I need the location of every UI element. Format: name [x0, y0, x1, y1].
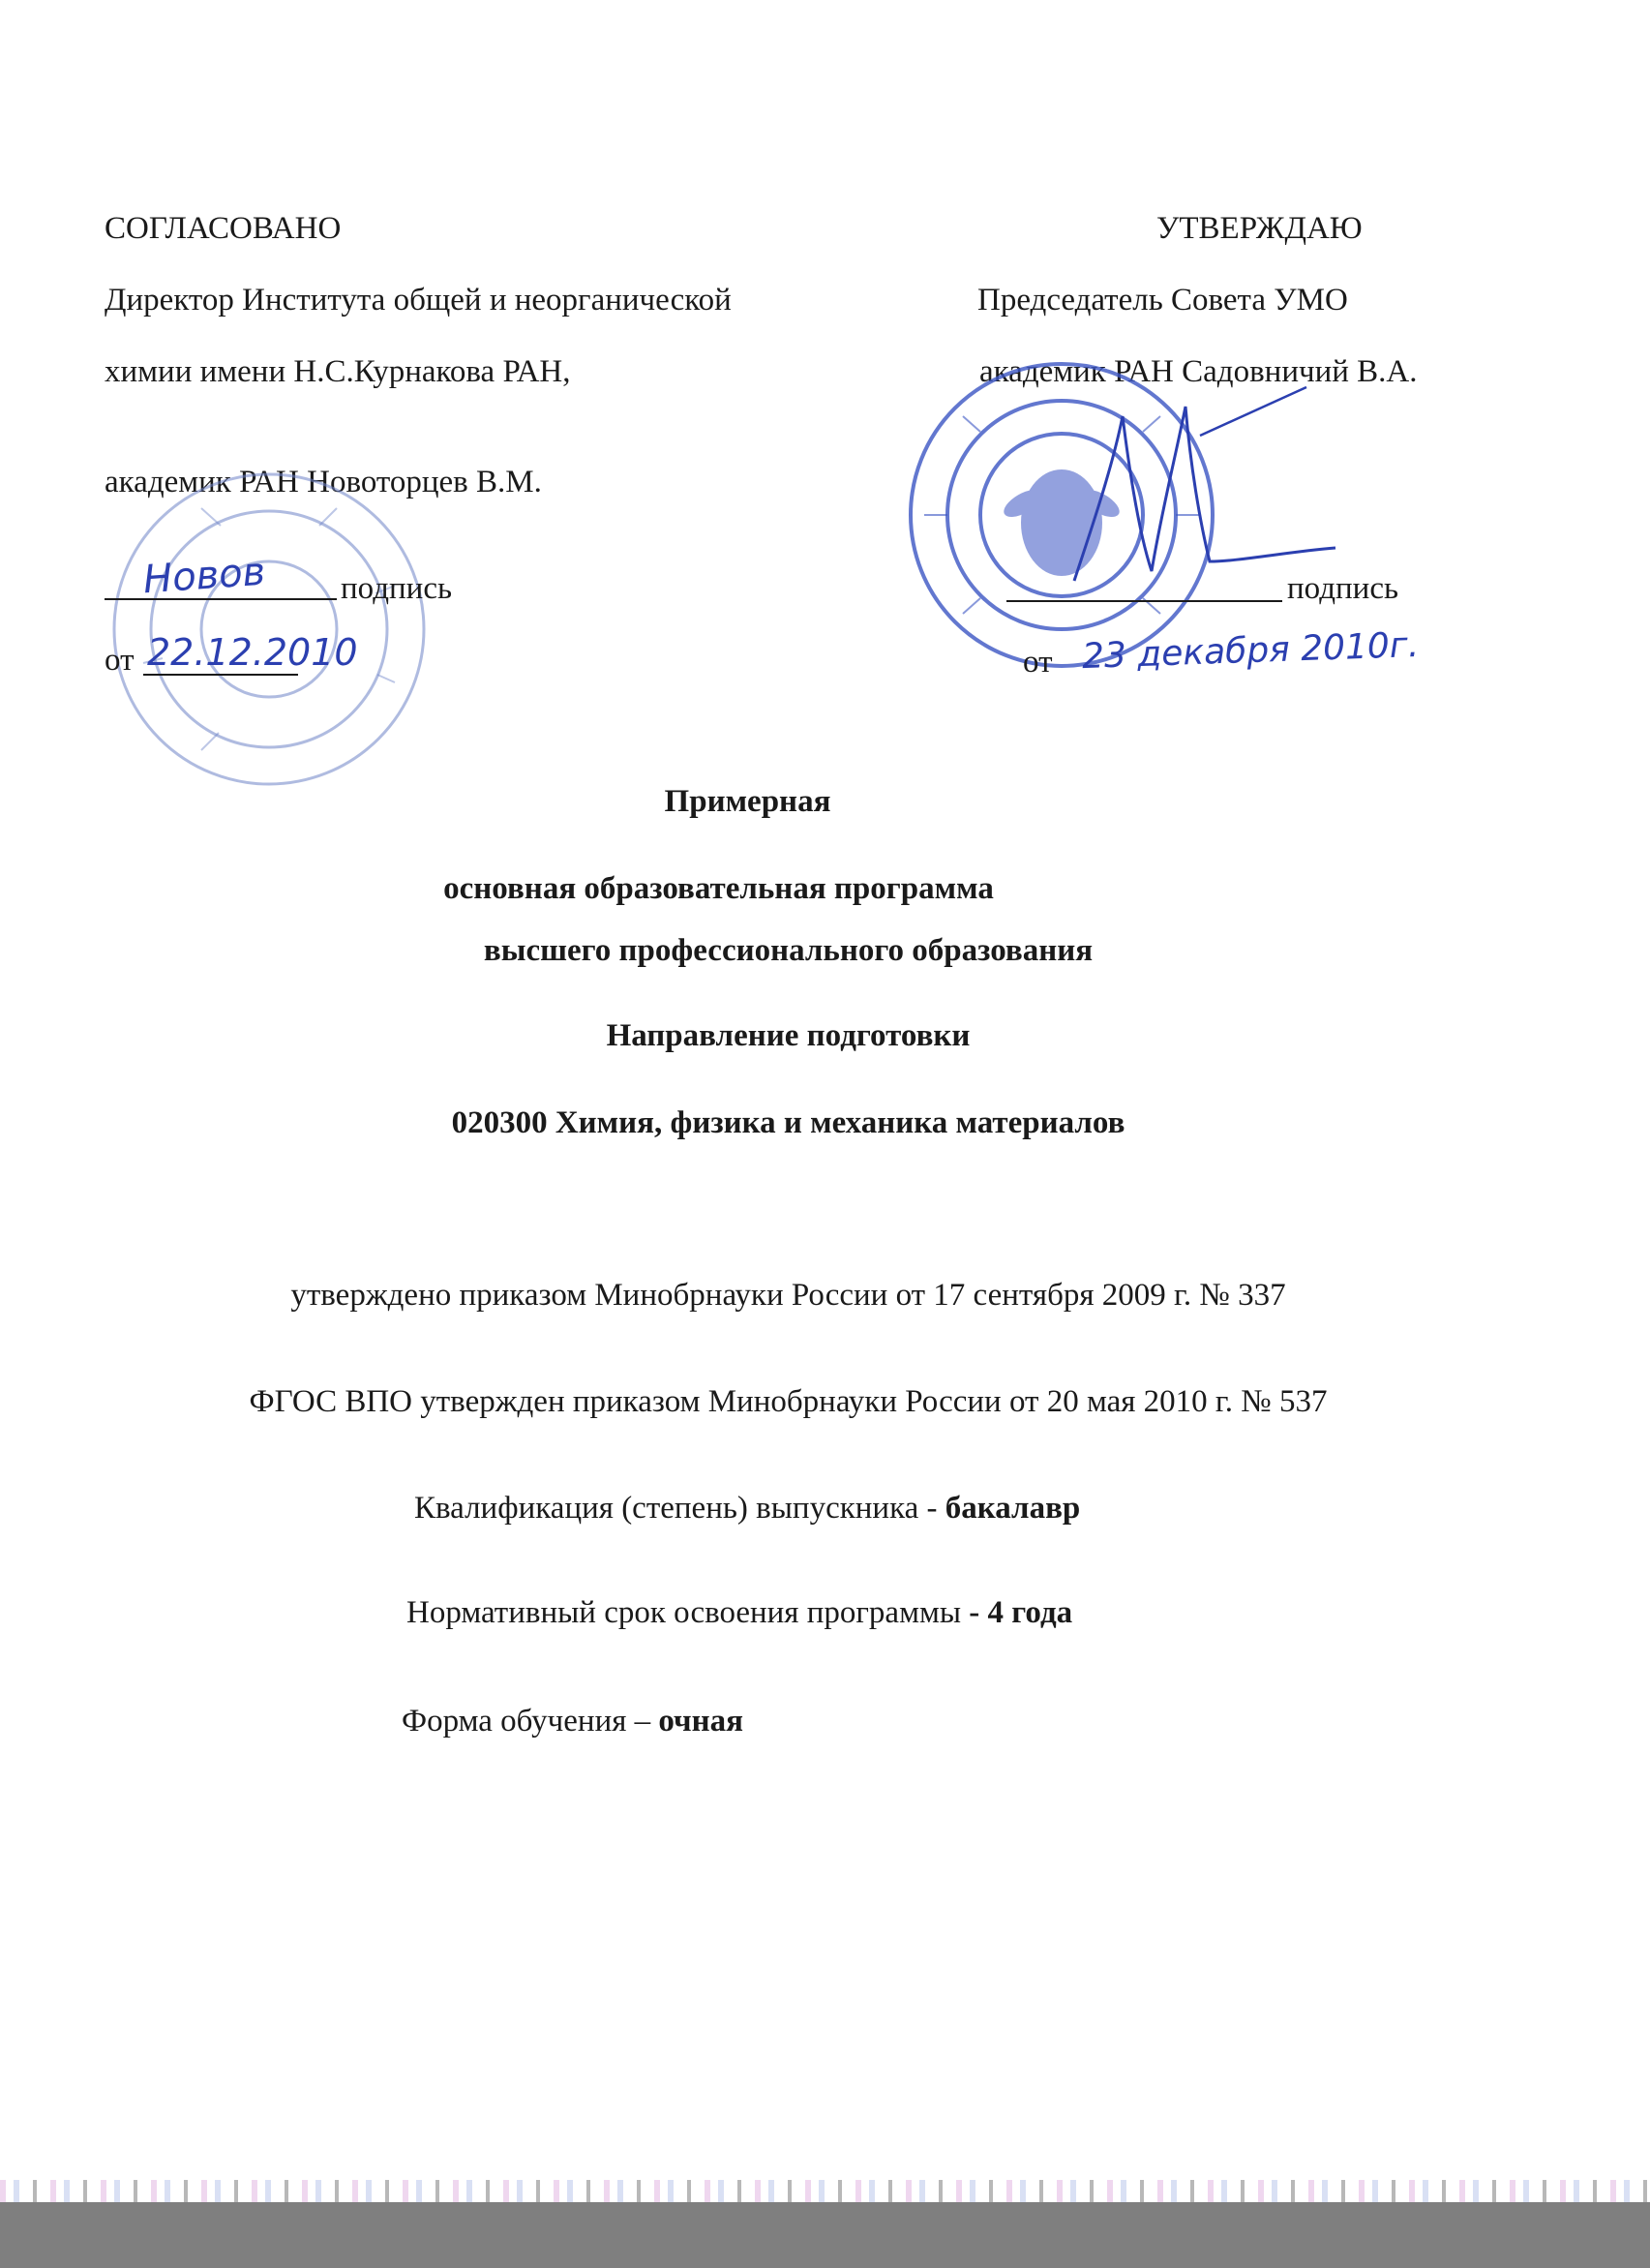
- study-form-value: очная: [658, 1704, 744, 1739]
- right-signature-line: [1006, 600, 1282, 602]
- left-handwritten-signature: Новов: [141, 549, 267, 603]
- title-line2: основная образовательная программа: [443, 871, 994, 906]
- left-signature-line: [105, 598, 337, 600]
- title-line4: Направление подготовки: [606, 1018, 971, 1053]
- fgos-order: ФГОС ВПО утвержден приказом Минобрнауки России от 20 мая 2010 г. № 537: [249, 1384, 1328, 1419]
- left-date-line: [143, 674, 298, 676]
- right-handwritten-date: 23 декабря 2010г.: [1081, 624, 1420, 678]
- qualification-label: Квалификация (степень) выпускника -: [414, 1491, 945, 1526]
- right-heading: УТВЕРЖДАЮ: [1156, 211, 1363, 246]
- study-term-value: - 4 года: [969, 1595, 1073, 1630]
- left-seal-stamp: [105, 469, 434, 789]
- title-line3: высшего профессионального образования: [483, 933, 1094, 968]
- scan-noise-strip: [0, 2180, 1650, 2203]
- right-signature-label: подпись: [1287, 571, 1399, 606]
- left-position-line2: химии имени Н.С.Курнакова РАН,: [105, 354, 571, 389]
- title-line1: Примерная: [664, 784, 831, 819]
- study-form: [402, 1702, 743, 1740]
- left-handwritten-date: 22.12.2010: [147, 631, 358, 674]
- left-heading: СОГЛАСОВАНО: [105, 211, 342, 246]
- qualification: [414, 1489, 1080, 1527]
- study-term-label: Нормативный срок освоения программы: [406, 1595, 970, 1630]
- left-date-prefix: от: [105, 643, 135, 678]
- right-date-prefix: от: [1023, 645, 1053, 680]
- approval-order: утверждено приказом Минобрнауки России от 17 сентября 2009 г. № 337: [290, 1278, 1286, 1313]
- right-position-line1: Председатель Совета УМО: [977, 283, 1348, 318]
- qualification-value: бакалавр: [945, 1491, 1081, 1526]
- left-signer-name: академик РАН Новоторцев В.М.: [105, 465, 542, 499]
- study-term: [406, 1593, 1072, 1632]
- title-line5: 020300 Химия, физика и механика материалов: [451, 1105, 1125, 1140]
- left-position-line1: Директор Института общей и неорганической: [105, 283, 732, 318]
- left-signature-label: подпись: [341, 571, 453, 606]
- study-form-label: Форма обучения –: [402, 1704, 659, 1739]
- right-signer-name: академик РАН Садовничий В.А.: [979, 354, 1418, 389]
- scan-footer-bar: [0, 2202, 1650, 2268]
